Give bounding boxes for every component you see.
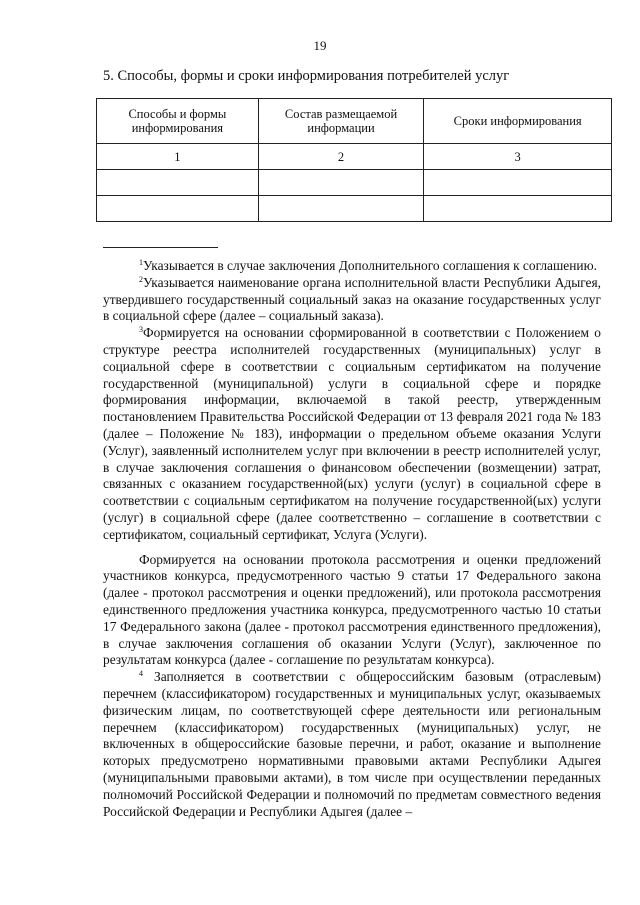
footnote-marker: 2 <box>139 274 143 284</box>
footnote-text: Указывается в случае заключения Дополнительного соглашения к соглашению. <box>143 258 597 273</box>
information-table <box>96 98 612 222</box>
table-cell <box>258 196 424 222</box>
footnote-marker: 1 <box>139 258 143 267</box>
footnote-text: Заполняется в соответствии с общероссийским базовым (отраслевым) перечнем (классификатором) государственных и муниципальных услуг, оказываемых физическим лицам, по соответствующей сфере деятельности или региональным перечнем (классификатором) государственных (муниципальных) услуг, не включенных в общероссийские базовые перечни, и работ, оказание и выполнение которых предусмотрено нормативными правовыми актами Республики Адыгея (муниципальными правовыми актами), в том числе при осуществлении переданных полномочий Российской Федерации и полномочий по предметам совместного ведения Российской Федерации и Республики Адыгея (далее – <box>103 669 601 819</box>
table-header-row <box>97 99 612 144</box>
table-header-cell: Способы и формы информирования <box>97 99 259 144</box>
footnote-text: Формируется на основании протокола рассмотрения и оценки предложений участников конкурса, предусмотренного частью 9 статьи 17 Федерального закона (далее - протокол рассмотрения и оценки предложений), или протокола рассмотрения единственного предложения участника конкурса, предусмотренного частью 10 статьи 17 Федерального закона (далее - протокол рассмотрения единственного предложения), в случае заключения соглашения об оказании Услуги (Услуг), заключенное по результатам конкурса (далее - соглашение по результатам конкурса). <box>103 551 601 668</box>
footnote-4 <box>103 669 601 820</box>
page-number: 19 <box>313 38 327 53</box>
footnote-3-continuation <box>103 552 601 670</box>
table-cell <box>97 196 259 222</box>
footnote-marker: 3 <box>139 325 143 335</box>
footnote-3 <box>103 325 601 543</box>
table-cell <box>97 170 259 196</box>
table-cell: 1 <box>97 144 259 170</box>
section-title: 5. Способы, формы и сроки информирования потребителей услуг <box>103 68 510 84</box>
table-row <box>97 170 612 196</box>
table-number-row <box>97 144 612 170</box>
table-cell <box>424 196 612 222</box>
footnote-2 <box>103 275 601 325</box>
footnote-text: Формируется на основании сформированной в соответствии с Положением о структуре реестра исполнителей государственных (муниципальных) услуг в социальной сфере в соответствии с социальным сертификатом на получение государственной (муниципальной) услуги в социальной сфере и порядке формирования информации, включаемой в такой реестр, утвержденным постановлением Правительства Российской Федерации от 13 февраля 2021 года № 183 (далее – Положение № 183), информации о предельном объеме оказания Услуги (Услуг), заявленный исполнителем услуг при включении в реестр исполнителей услуг, в случае заключения соглашения о финансовом обеспечении (возмещении) затрат, связанных с оказанием государственной(ых) услуги (услуг) в социальной сфере в соответствии с социальным сертификатом на получение государственной(ых) услуги (услуг) в социальной сфере (далее соответственно – соглашение в соответствии с сертификатом, социальный сертификат, Услуга (Услуги). <box>103 325 601 542</box>
paragraph-gap <box>103 544 601 552</box>
table-header-cell: Состав размещаемой информации <box>258 99 424 144</box>
table-cell: 3 <box>424 144 612 170</box>
table-header-cell: Сроки информирования <box>424 99 612 144</box>
footnotes <box>103 258 601 820</box>
footnote-separator <box>103 247 218 248</box>
table-cell <box>424 170 612 196</box>
footnote-marker: 4 <box>139 669 143 679</box>
table-row <box>97 196 612 222</box>
table-cell: 2 <box>258 144 424 170</box>
footnote-text: Указывается наименование органа исполнительной власти Республики Адыгея, утвердившего государственный социальный заказ на оказание государственных услуг в социальной сфере (далее – социальный заказа). <box>103 274 601 324</box>
table-cell <box>258 170 424 196</box>
footnote-1 <box>103 258 601 275</box>
